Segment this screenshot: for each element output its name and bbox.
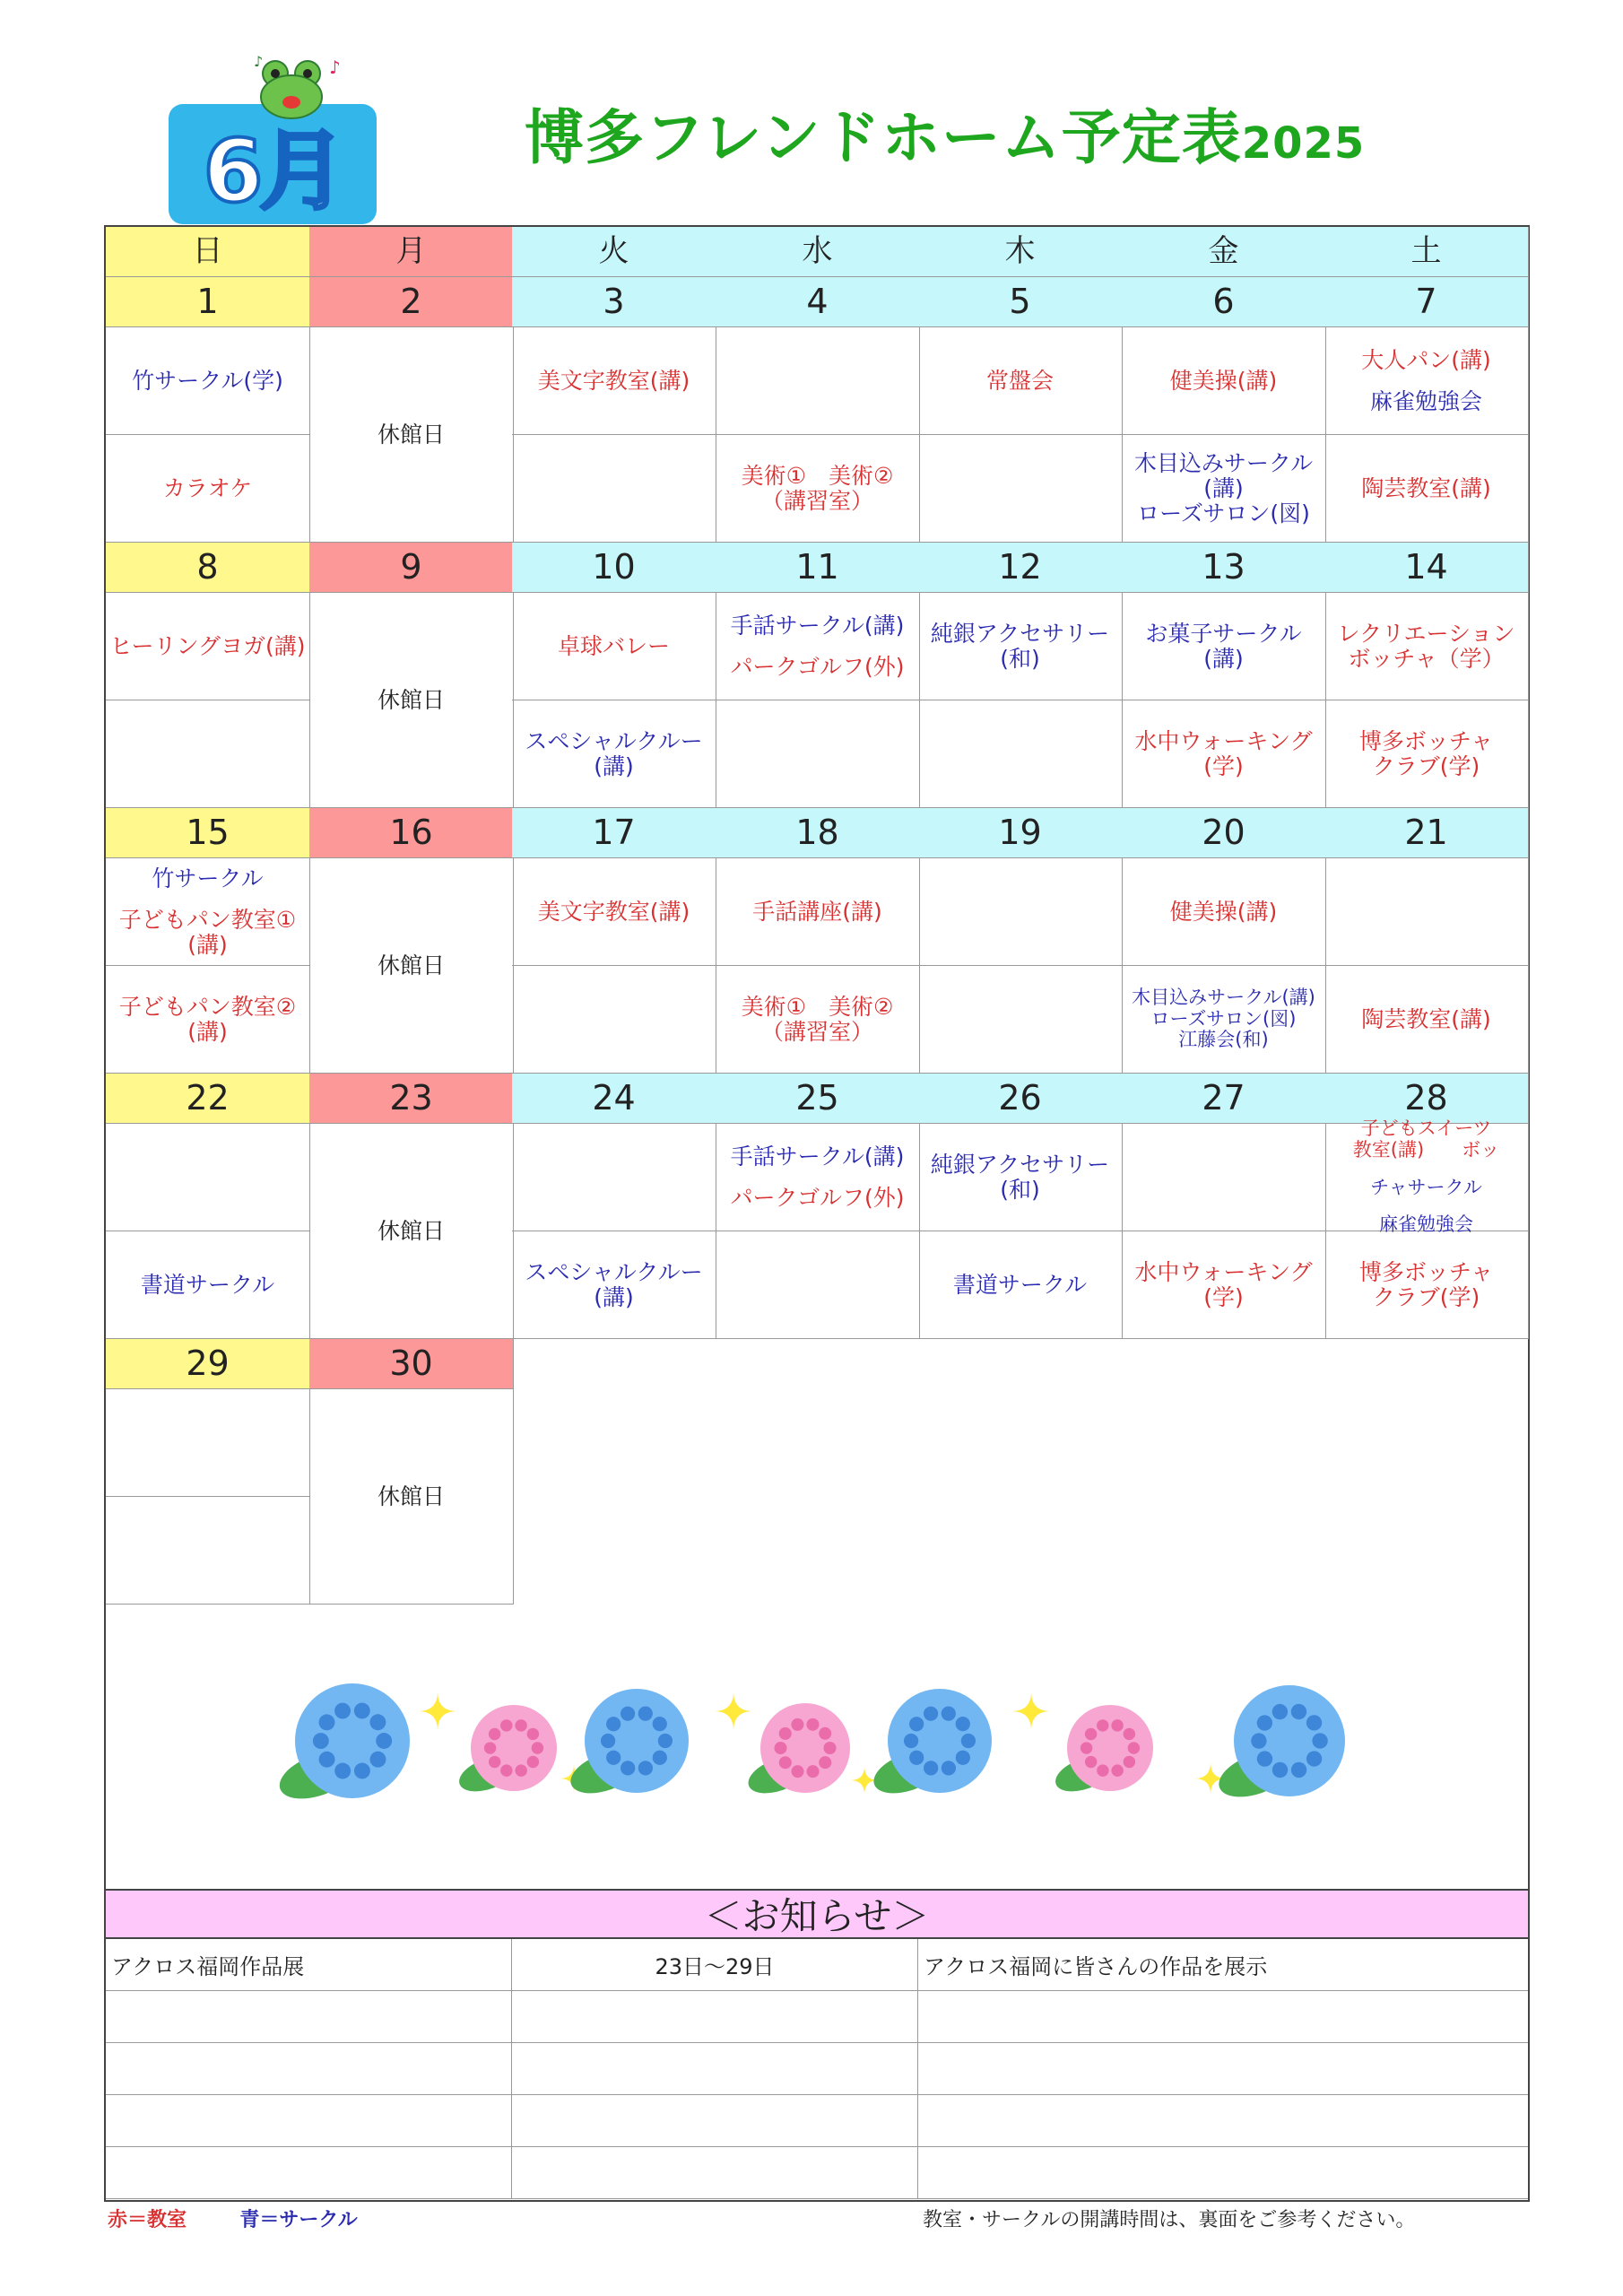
event-text: 卓球バレー [557,632,670,659]
event-item [1134,729,1312,779]
event-item [163,476,253,501]
event-slot [1122,327,1326,435]
event-text: 美文字教室(講) [537,367,690,394]
event-text: 博多ボッチャ [1358,1258,1494,1285]
event-slot [106,1124,310,1231]
hydrangea-border [106,1662,1528,1823]
event-item [730,655,904,680]
event-item [731,1144,905,1170]
event-text: （講習室） [760,487,873,514]
event-item [1359,1260,1493,1310]
sparkle-icon [1011,1692,1051,1731]
day-number: 22 [106,1074,310,1124]
notice-cell [512,2043,918,2094]
month-label: 6月 [203,120,343,222]
title-year: 2025 [1241,118,1366,169]
notice-cell [512,1939,918,1990]
event-text: (講) [594,1283,634,1310]
event-item [752,900,882,925]
weekday-header: 火 [512,227,716,277]
weekday-header: 日 [106,227,310,277]
day-number: 10 [512,543,716,593]
event-slot [716,858,920,966]
event-item [152,866,263,891]
event-text: 博多ボッチャ [1358,727,1494,754]
weekday-header: 土 [1324,227,1529,277]
notice-cell [106,2043,512,2094]
notice-text: 23日～29日 [655,1954,775,1979]
event-slot [1122,593,1326,700]
event-slot [716,1231,920,1339]
notice-row [106,1991,1528,2043]
event-text: レクリエーション [1337,620,1515,647]
event-slot [512,1124,716,1231]
event-slot [918,593,1123,700]
event-slot [918,700,1123,808]
event-text: 水中ウォーキング [1134,727,1313,754]
event-text: ボッチャ（学） [1348,645,1505,672]
closed-label: 休館日 [377,1483,445,1509]
event-slot [918,1124,1123,1231]
notice-cell [106,2147,512,2198]
closed-label: 休館日 [377,1217,445,1244]
notice-row [106,1939,1528,1991]
closed-cell [309,1389,514,1605]
hydrangea-icon [455,1705,557,1798]
day-number: 23 [309,1074,514,1124]
closed-label: 休館日 [377,686,445,713]
event-text: 手話サークル(講) [730,1143,905,1170]
event-text: 教室(講) ボッ [1352,1138,1500,1161]
event-item [109,634,305,659]
closed-label: 休館日 [377,421,445,448]
notice-cell [106,2095,512,2146]
event-text: 常盤会 [985,367,1054,394]
event-item [731,613,905,639]
event-slot [512,700,716,808]
notice-row [106,2147,1528,2199]
legend [108,2205,358,2232]
event-item [1370,389,1482,414]
notice-cell [106,1939,512,1990]
event-slot [512,593,716,700]
event-text: (講) [187,1018,228,1045]
event-slot [1324,966,1529,1074]
event-slot [106,700,310,808]
event-item [525,729,702,779]
hydrangea-icon [743,1703,850,1800]
event-item [931,622,1109,672]
weekday-header: 水 [716,227,920,277]
day-number: 4 [716,277,920,327]
event-text: パークゴルフ(外) [730,1184,905,1211]
event-slot [512,966,716,1074]
event-slot [1122,1124,1326,1231]
event-text: 手話講座(講) [752,898,882,925]
day-number: 12 [918,543,1123,593]
event-text: 書道サークル [140,1271,275,1298]
notice-cell [918,1991,1528,2042]
event-item [1134,451,1313,526]
event-slot [106,593,310,700]
day-number: 24 [512,1074,716,1124]
page-title: 博多フレンドホーム予定表2025 [525,103,1366,172]
event-item [119,995,296,1045]
notice-cell [918,2095,1528,2146]
event-text: 子どもパン教室② [118,993,297,1020]
notice-cell [512,2095,918,2146]
frog-icon [254,54,352,126]
closed-cell [309,1124,514,1339]
notice-cell [106,1991,512,2042]
sparkle-icon [418,1692,457,1731]
event-text: 陶芸教室(講) [1361,1005,1491,1032]
event-text: ローズサロン(図) [1150,1007,1297,1030]
event-text: (学) [1203,1283,1244,1310]
event-text: パークゴルフ(外) [730,653,905,680]
day-number: 18 [716,808,920,858]
svg-text:♪: ♪ [329,57,341,78]
day-number: 29 [106,1339,310,1389]
event-text: (講) [1203,474,1244,501]
event-slot [1122,435,1326,543]
event-item [141,1273,274,1298]
event-text: 健美操(講) [1169,898,1278,925]
day-number: 25 [716,1074,920,1124]
event-slot [1122,1231,1326,1339]
event-slot [918,327,1123,435]
notice-text: アクロス福岡作品展 [111,1954,305,1979]
day-number: 2 [309,277,514,327]
event-slot [918,1231,1123,1339]
event-slot [716,327,920,435]
event-item [1337,622,1515,672]
day-number: 20 [1122,808,1326,858]
closed-cell [309,327,514,543]
event-slot [1324,435,1529,543]
notice-cell [918,2147,1528,2198]
event-text: クラブ(学) [1372,1283,1480,1310]
event-text: 竹サークル [152,865,264,891]
svg-text:♪: ♪ [254,54,264,70]
event-text: クラブ(学) [1372,752,1480,779]
event-item [1359,729,1493,779]
event-slot [512,435,716,543]
event-text: 美術① 美術② [741,462,894,489]
event-slot [1324,1118,1529,1236]
event-text: 美術① 美術② [741,993,894,1020]
event-text: 健美操(講) [1169,367,1278,394]
event-text: 子どもスイーツ [1360,1118,1492,1140]
event-text: 木目込みサークル(講) [1132,987,1315,1009]
month-logo [169,54,380,224]
event-item [742,995,894,1045]
event-text: 竹サークル(学) [132,367,283,394]
event-item [1361,348,1491,373]
event-slot [106,966,310,1074]
event-slot [1324,327,1529,435]
event-text: 麻雀勉強会 [1369,387,1482,414]
footer-note: 教室・サークルの開講時間は、裏面をご参考ください。 [923,2209,1416,2231]
event-text: ローズサロン(図) [1137,500,1310,526]
closed-cell [309,593,514,808]
event-text: 純銀アクセサリー [930,1151,1110,1178]
event-item [986,369,1054,394]
event-text: 陶芸教室(講) [1361,474,1491,501]
notice-cell [918,2043,1528,2094]
event-text: 子どもパン教室① [118,906,297,933]
event-item [1134,1260,1312,1310]
event-text: （講習室） [760,1018,873,1045]
legend-red: 赤＝教室 [108,2209,187,2231]
notice-cell [512,2147,918,2198]
hydrangea-icon [565,1689,689,1802]
event-text: 大人パン(講) [1361,346,1491,373]
event-text: スペシャルクルー [525,1258,703,1285]
weekday-header: 金 [1122,227,1326,277]
day-number: 5 [918,277,1123,327]
event-text: 純銀アクセサリー [930,620,1110,647]
event-item [1353,1118,1499,1161]
event-slot [716,700,920,808]
day-number: 6 [1122,277,1326,327]
event-text: 書道サークル [952,1271,1088,1298]
event-text: 木目込みサークル [1133,449,1314,476]
day-number: 17 [512,808,716,858]
event-item [558,634,670,659]
notice-cell [512,1991,918,2042]
day-number: 13 [1122,543,1326,593]
event-item [1361,1007,1491,1032]
event-item [132,369,283,394]
event-text: (和) [1000,645,1040,672]
event-text: ヒーリングヨガ(講) [109,632,306,659]
event-item [119,908,296,958]
hydrangea-icon [1051,1705,1153,1798]
event-slot [1122,966,1326,1074]
event-slot [512,1231,716,1339]
event-slot [716,966,920,1074]
event-text: チャサークル [1370,1176,1482,1198]
day-number: 19 [918,808,1123,858]
day-number: 16 [309,808,514,858]
event-item [1370,1178,1482,1199]
day-number: 28 [1324,1074,1529,1124]
event-slot [512,327,716,435]
event-slot [918,435,1123,543]
event-slot [106,1497,310,1605]
sparkle-icon [714,1692,753,1731]
event-text: (講) [1203,645,1244,672]
event-text: 手話サークル(講) [730,612,905,639]
event-slot [1122,700,1326,808]
hydrangea-icon [273,1683,410,1808]
event-item [538,900,690,925]
event-slot [918,858,1123,966]
event-item [538,369,690,394]
event-item [1170,900,1278,925]
hydrangea-icon [868,1689,992,1802]
event-text: お菓子サークル [1145,620,1302,647]
event-slot [716,1124,920,1231]
event-text: 水中ウォーキング [1134,1258,1313,1285]
notice-row [106,2043,1528,2095]
closed-label: 休館日 [377,952,445,978]
event-slot [512,858,716,966]
notice-title: ＜お知らせ＞ [106,1889,1528,1939]
day-number: 30 [309,1339,514,1389]
event-text: カラオケ [162,474,253,501]
event-slot [1324,858,1529,966]
day-number: 11 [716,543,920,593]
notice-cell [918,1939,1528,1990]
weekday-header: 月 [309,227,514,277]
legend-blue: 青＝サークル [239,2209,358,2231]
event-slot [106,858,310,966]
day-number: 15 [106,808,310,858]
event-item [525,1260,702,1310]
event-item [931,1152,1109,1203]
day-number: 21 [1324,808,1529,858]
event-item [742,464,894,514]
event-text: (講) [594,752,634,779]
day-number: 3 [512,277,716,327]
event-slot [1324,700,1529,808]
event-slot [106,327,310,435]
notice-row [106,2095,1528,2147]
event-text: (学) [1203,752,1244,779]
event-item [730,1186,904,1211]
event-text: 麻雀勉強会 [1379,1213,1473,1236]
day-number: 9 [309,543,514,593]
day-number: 8 [106,543,310,593]
closed-cell [309,858,514,1074]
event-slot [1324,593,1529,700]
day-number: 7 [1324,277,1529,327]
event-slot [106,1231,310,1339]
event-slot [1122,858,1326,966]
notice-text: アクロス福岡に皆さんの作品を展示 [924,1954,1268,1979]
event-text: 美文字教室(講) [537,898,690,925]
event-slot [918,966,1123,1074]
event-slot [106,1389,310,1497]
event-item [953,1273,1087,1298]
day-number: 1 [106,277,310,327]
event-item [1361,476,1491,501]
weekday-header: 木 [918,227,1123,277]
calendar [104,225,1530,2202]
event-item [1132,987,1315,1051]
event-slot [716,435,920,543]
event-slot [1324,1231,1529,1339]
hydrangea-icon [1213,1685,1345,1805]
event-text: 江藤会(和) [1178,1029,1269,1051]
event-text: (講) [187,931,228,958]
event-text: (和) [1000,1176,1040,1203]
day-number: 14 [1324,543,1529,593]
day-number: 26 [918,1074,1123,1124]
event-text: スペシャルクルー [525,727,703,754]
event-item [1145,622,1301,672]
event-slot [716,593,920,700]
event-slot [106,435,310,543]
event-item [1170,369,1278,394]
day-number: 27 [1122,1074,1326,1124]
